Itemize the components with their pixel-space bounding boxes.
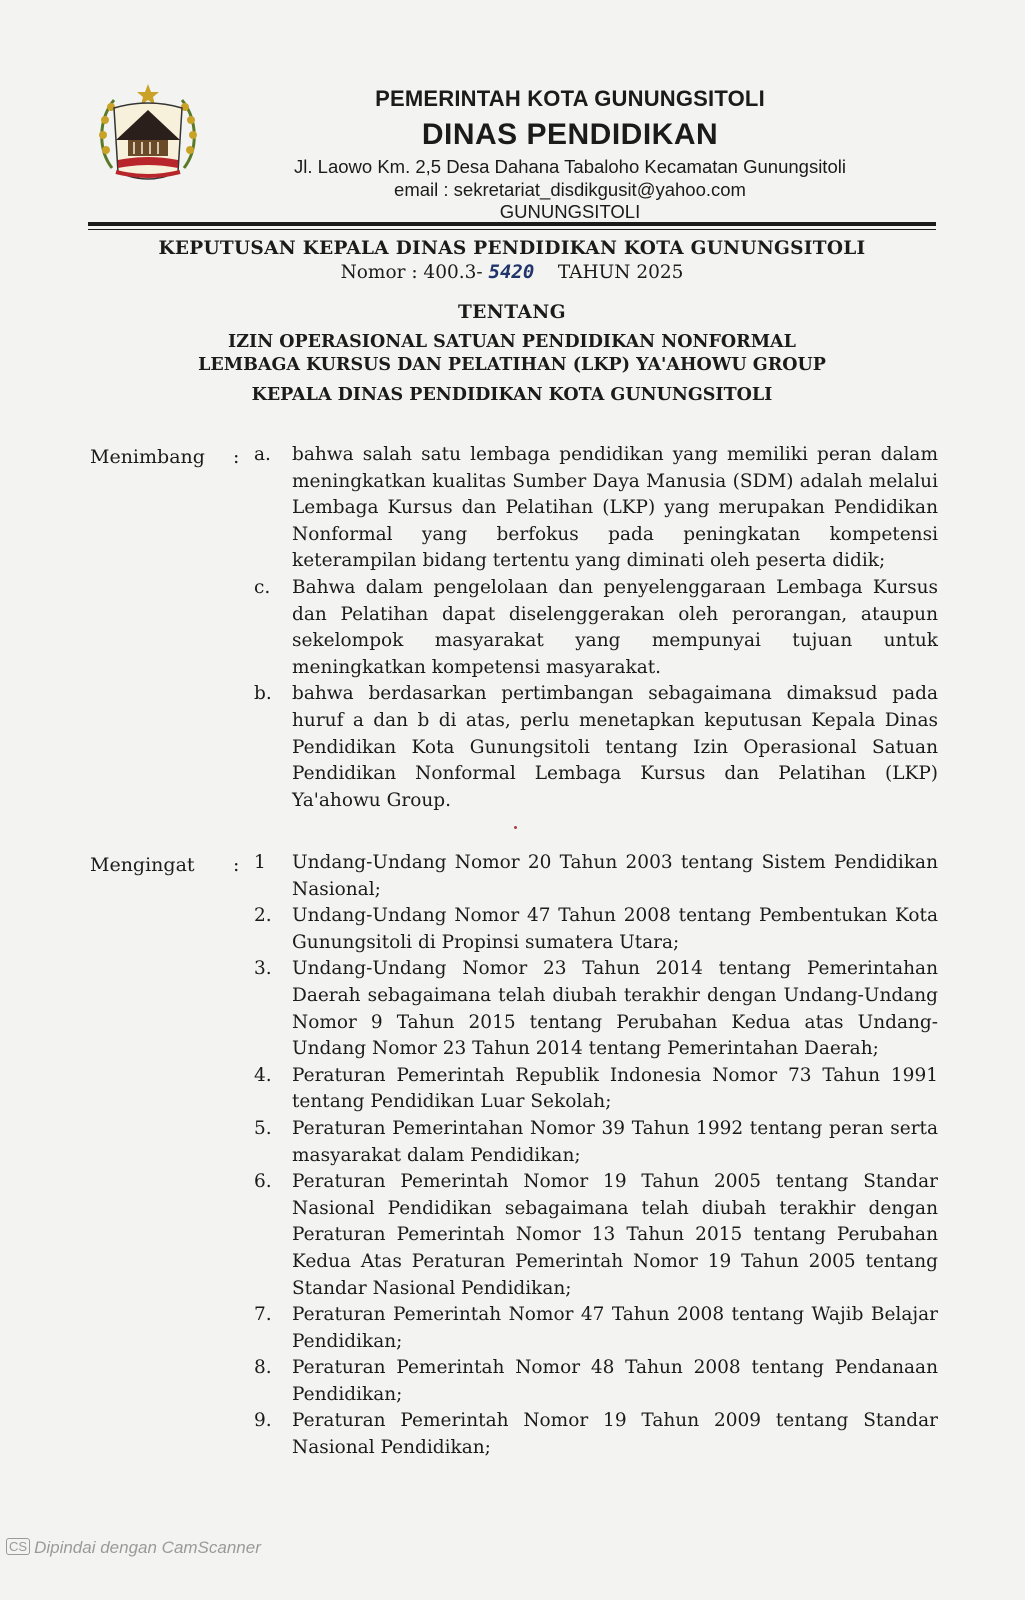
- list-marker: c.: [254, 576, 271, 598]
- list-item: [248, 681, 938, 814]
- list-item: [248, 1408, 938, 1461]
- list-text: Peraturan Pemerintahan Nomor 39 Tahun 1992 tentang peran serta masyarakat dalam Pendidikan;: [292, 1117, 938, 1166]
- decree-issuer: KEPALA DINAS PENDIDIKAN KOTA GUNUNGSITOLI: [251, 385, 773, 405]
- list-text: Peraturan Pemerintah Nomor 47 Tahun 2008 tentang Wajib Belajar Pendidikan;: [292, 1304, 938, 1352]
- list-text: Undang-Undang Nomor 20 Tahun 2003 tentang Sistem Pendidikan Nasional;: [292, 852, 938, 900]
- list-item: [248, 1355, 938, 1408]
- list-item: [248, 1116, 938, 1169]
- list-text: Peraturan Pemerintah Nomor 19 Tahun 2009 tentang Standar Nasional Pendidikan;: [292, 1410, 938, 1459]
- list-item: [248, 1063, 938, 1116]
- decree-number-handwritten: 5420: [488, 261, 535, 283]
- gunungsitoli-city-emblem-icon: [92, 80, 204, 192]
- decree-title: KEPUTUSAN KEPALA DINAS PENDIDIKAN KOTA GUNUNGSITOLI: [158, 238, 866, 259]
- menimbang-colon: :: [233, 446, 240, 468]
- list-marker: 7.: [254, 1304, 272, 1326]
- letterhead-rule-thin: [88, 229, 936, 230]
- decree-number-prefix: Nomor : 400.3-: [340, 262, 483, 283]
- list-marker: 8.: [254, 1357, 272, 1379]
- list-item: [248, 442, 938, 575]
- list-marker: a.: [254, 444, 271, 465]
- list-item: [248, 1302, 938, 1355]
- list-marker: 1: [254, 852, 266, 873]
- list-text: Undang-Undang Nomor 47 Tahun 2008 tentang Pembentukan Kota Gunungsitoli di Propinsi sumatera Utara;: [292, 905, 938, 953]
- letterhead-government: PEMERINTAH KOTA GUNUNGSITOLI: [375, 86, 765, 111]
- scan-speck: [514, 826, 517, 829]
- list-marker: 6.: [254, 1171, 272, 1193]
- list-marker: 4.: [254, 1064, 272, 1086]
- scanner-watermark: [6, 1538, 261, 1558]
- mengingat-label: Mengingat: [90, 854, 195, 876]
- list-marker: 9.: [254, 1410, 272, 1432]
- decree-about-label: TENTANG: [457, 302, 567, 323]
- list-item: [248, 956, 938, 1062]
- list-item: [248, 850, 938, 903]
- camscanner-badge-icon: CS: [6, 1538, 30, 1555]
- decree-subject-line2: LEMBAGA KURSUS DAN PELATIHAN (LKP) YA'AHOWU GROUP: [198, 355, 826, 375]
- list-text: Peraturan Pemerintah Nomor 19 Tahun 2005 tentang Standar Nasional Pendidikan sebagaimana telah diubah terakhir dengan Peraturan Pemerintah Nomor 13 Tahun 2015 tentang Perubahan Kedua Atas Peraturan Pemerintah Nomor 19 Tahun 2005 tentang Standar Nasional Pendidikan;: [292, 1171, 938, 1299]
- list-text: Undang-Undang Nomor 23 Tahun 2014 tentang Pemerintahan Daerah sebagaimana telah diubah terakhir dengan Undang-Undang Nomor 9 Tahun 2015 tentang Perubahan Kedua atas Undang-Undang Nomor 23 Tahun 2014 tentang Pemerintahan Daerah;: [292, 958, 938, 1060]
- list-text: bahwa salah satu lembaga pendidikan yang memiliki peran dalam meningkatkan kualitas Sumber Daya Manusia (SDM) adalah melalui Lembaga Kursus dan Pelatihan (LKP) yang merupakan Pendidikan Nonformal yang berfokus pada peningkatan kompetensi keterampilan bidang tertentu yang diminati oleh peserta didik;: [292, 444, 938, 572]
- letterhead-rule-thick: [88, 222, 936, 226]
- list-text: Peraturan Pemerintah Republik Indonesia Nomor 73 Tahun 1991 tentang Pendidikan Luar Sekolah;: [292, 1064, 938, 1113]
- list-item: [248, 903, 938, 956]
- list-marker: 5.: [254, 1117, 272, 1139]
- letterhead-agency: DINAS PENDIDIKAN: [421, 118, 719, 151]
- scanner-watermark-text: Dipindai dengan CamScanner: [34, 1538, 261, 1557]
- list-text: Bahwa dalam pengelolaan dan penyelenggaraan Lembaga Kursus dan Pelatihan dapat diselenggerakan oleh perorangan, ataupun sekelompok masyarakat yang mempunyai tujuan untuk meningkatkan kompetensi masyarakat.: [292, 576, 938, 678]
- decree-subject-line1: IZIN OPERASIONAL SATUAN PENDIDIKAN NONFORMAL: [228, 332, 796, 352]
- list-marker: 3.: [254, 958, 272, 980]
- decree-year: TAHUN 2025: [557, 262, 684, 283]
- mengingat-list: [248, 850, 938, 1462]
- decree-number: [88, 261, 936, 283]
- list-marker: 2.: [254, 905, 272, 927]
- menimbang-label: Menimbang: [90, 446, 205, 468]
- list-text: Peraturan Pemerintah Nomor 48 Tahun 2008 tentang Pendanaan Pendidikan;: [292, 1357, 938, 1405]
- menimbang-list: [248, 442, 938, 814]
- list-text: bahwa berdasarkan pertimbangan sebagaimana dimaksud pada huruf a dan b di atas, perlu menetapkan keputusan Kepala Dinas Pendidikan Kota Gunungsitoli tentang Izin Operasional Satuan Pendidikan Nonformal Lembaga Kursus dan Pelatihan (LKP) Ya'ahowu Group.: [292, 683, 938, 811]
- letterhead-city: GUNUNGSITOLI: [499, 201, 641, 222]
- list-item: [248, 575, 938, 681]
- list-item: [248, 1169, 938, 1302]
- letterhead-email: email : sekretariat_disdikgusit@yahoo.com: [394, 179, 746, 200]
- list-marker: b.: [254, 683, 272, 705]
- letterhead-address: Jl. Laowo Km. 2,5 Desa Dahana Tabaloho Kecamatan Gunungsitoli: [294, 156, 846, 177]
- mengingat-colon: :: [233, 854, 240, 876]
